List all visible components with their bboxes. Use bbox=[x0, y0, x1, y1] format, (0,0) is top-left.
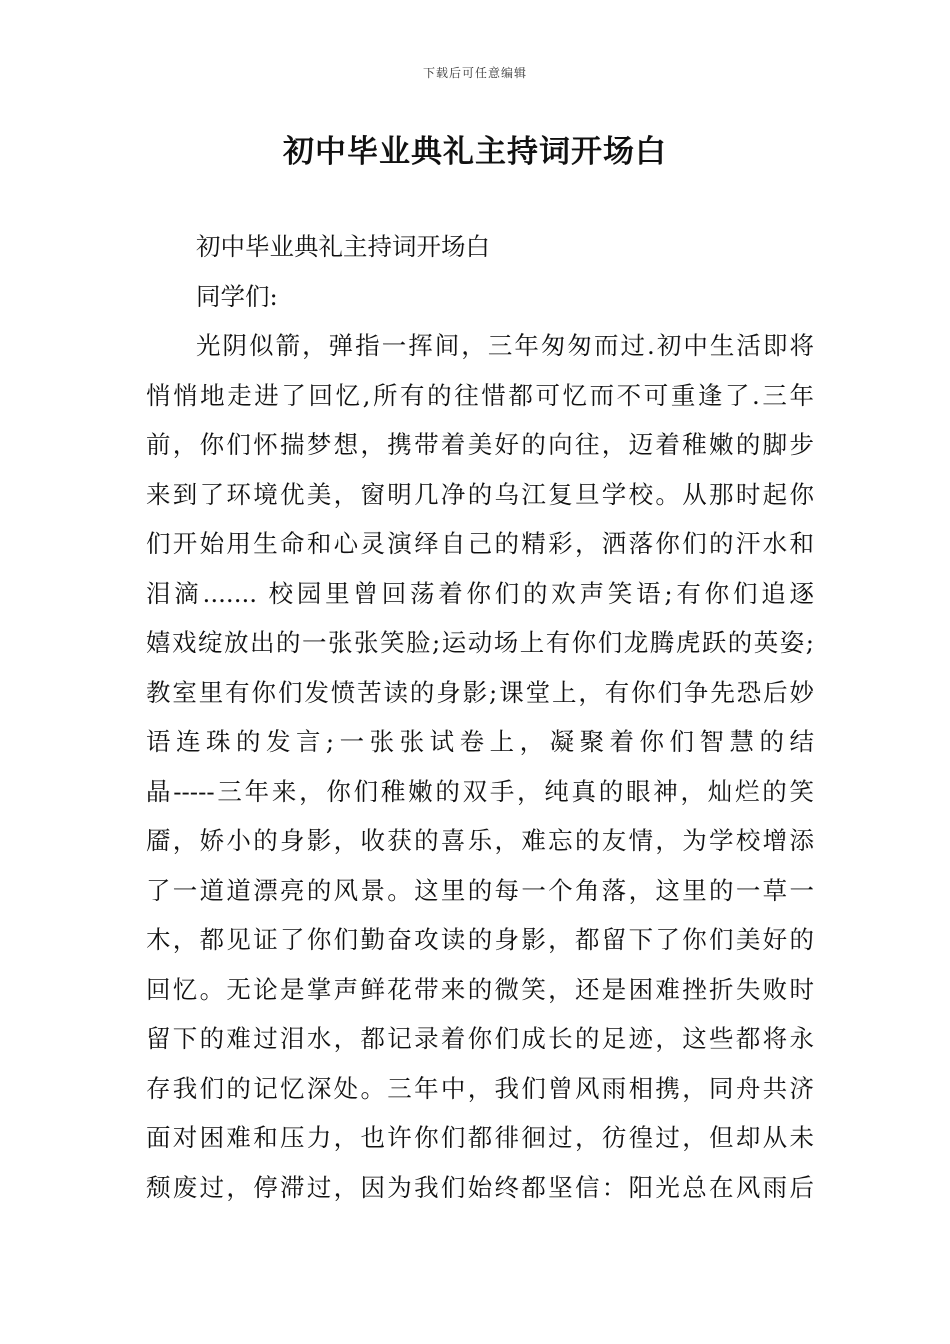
header-note: 下载后可任意编辑 bbox=[422, 66, 527, 80]
text-line: 颓废过，停滞过，因为我们始终都坚信：阳光总在风雨后 bbox=[146, 1172, 814, 1202]
text-line: 靥，娇小的身影，收获的喜乐，难忘的友情，为学校增添 bbox=[146, 826, 814, 855]
text-line: 了一道道漂亮的风景。这里的每一个角落，这里的一草一 bbox=[146, 875, 814, 905]
text-line: 同学们: bbox=[196, 281, 278, 311]
text-line: 悄悄地走进了回忆,所有的往惜都可忆而不可重逢了.三年 bbox=[146, 380, 814, 410]
text-line: 前，你们怀揣梦想，携带着美好的向往，迈着稚嫩的脚步 bbox=[146, 430, 814, 459]
text-line: 们开始用生命和心灵演绎自己的精彩，洒落你们的汗水和 bbox=[146, 529, 814, 558]
document-body bbox=[146, 222, 814, 1212]
text-line: 初中毕业典礼主持词开场白 bbox=[196, 232, 490, 261]
text-line: 留下的难过泪水，都记录着你们成长的足迹，这些都将永 bbox=[146, 1024, 814, 1053]
text-line: 嬉戏绽放出的一张张笑脸;运动场上有你们龙腾虎跃的英姿; bbox=[146, 628, 814, 657]
page-title: 初中毕业典礼主持词开场白 bbox=[283, 134, 667, 170]
text-line: 木，都见证了你们勤奋攻读的身影，都留下了你们美好的 bbox=[146, 925, 814, 954]
text-line: 语连珠的发言;一张张试卷上，凝聚着你们智慧的结 bbox=[146, 727, 814, 756]
text-line: 来到了环境优美，窗明几净的乌江复旦学校。从那时起你 bbox=[146, 479, 814, 509]
text-line: 泪滴....... 校园里曾回荡着你们的欢声笑语;有你们追逐 bbox=[146, 578, 814, 608]
text-line: 存我们的记忆深处。三年中，我们曾风雨相携，同舟共济 bbox=[146, 1073, 814, 1103]
text-line: 晶-----三年来，你们稚嫩的双手，纯真的眼神，灿烂的笑 bbox=[146, 776, 814, 806]
text-line: 教室里有你们发愤苦读的身影;课堂上，有你们争先恐后妙 bbox=[146, 677, 814, 707]
text-line: 回忆。无论是掌声鲜花带来的微笑，还是困难挫折失败时 bbox=[146, 974, 814, 1004]
text-line: 光阴似箭，弹指一挥间，三年匆匆而过.初中生活即将 bbox=[196, 331, 814, 360]
text-line: 面对困难和压力，也许你们都徘徊过，彷徨过，但却从未 bbox=[146, 1123, 814, 1152]
